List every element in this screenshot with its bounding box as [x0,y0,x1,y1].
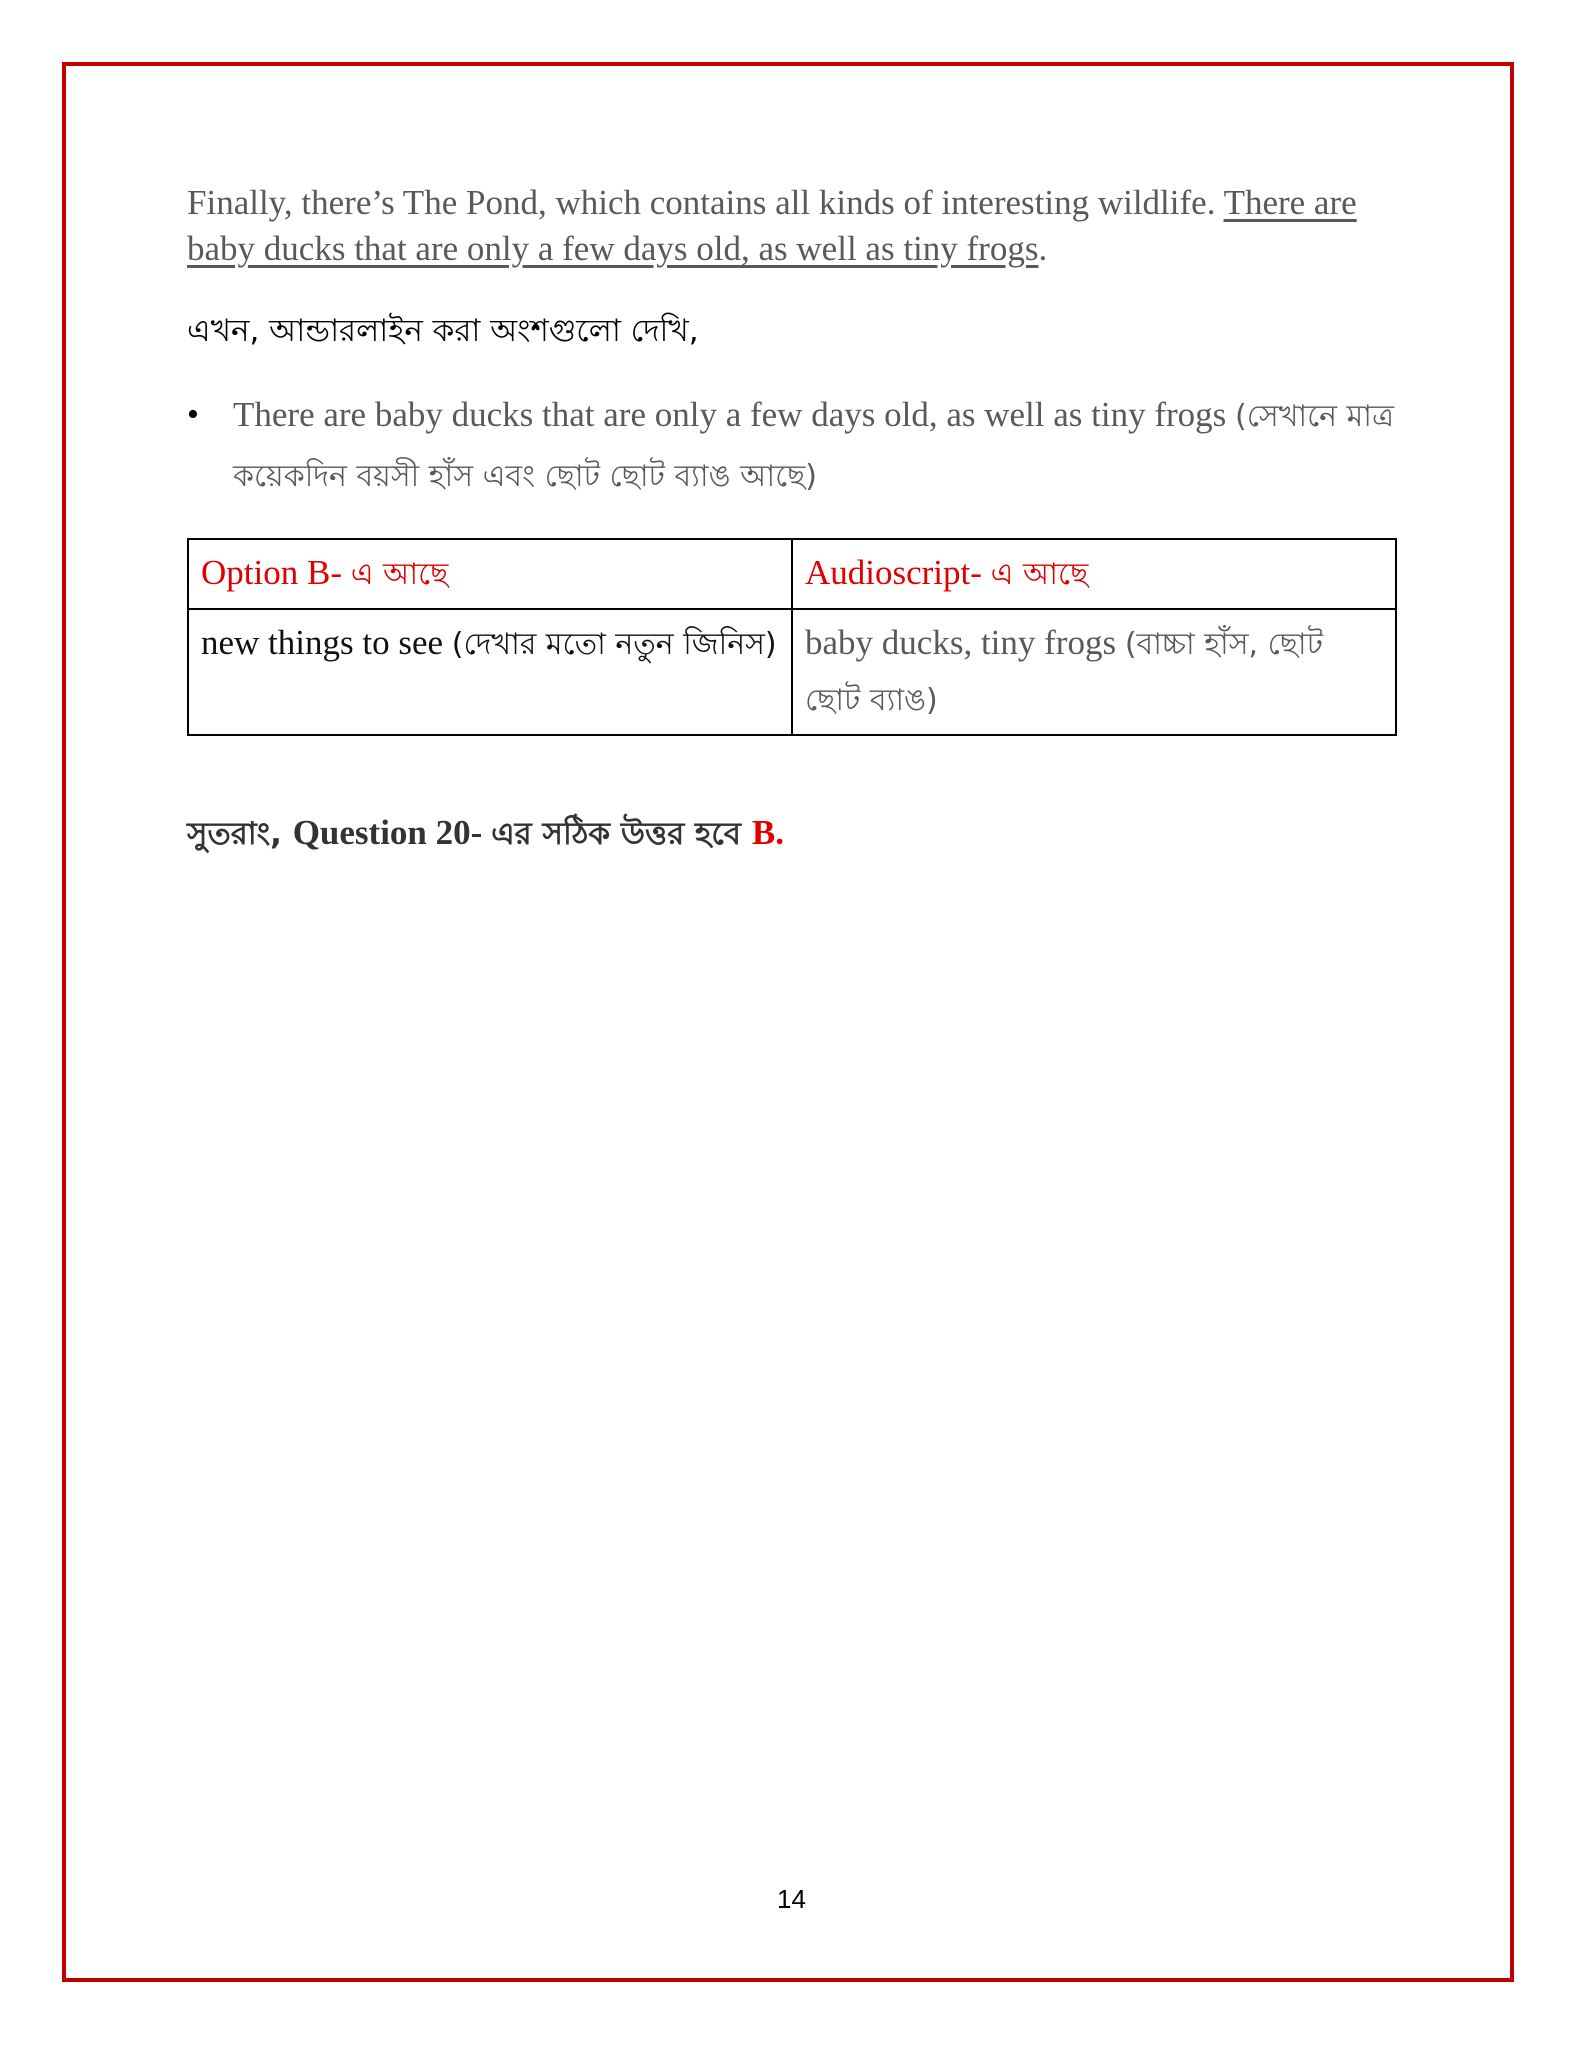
conclusion-middle: এর সঠিক উত্তর হবে [491,816,752,852]
table-row [188,609,1396,735]
bullet-item [187,386,1397,506]
conclusion-prefix: সুতরাং, [187,816,293,852]
header-option-b-bn: এ আছে [350,557,449,592]
header-option-b-en: Option B- [201,553,351,592]
bullet-bangla: (সেখানে মাত্র কয়েকদিন বয়সী হাঁস এবং ছোট ছোট ব্যাঙ আছে) [233,399,1395,494]
paragraph-lead: Finally, there’s The Pond, which contains all kinds of interesting wildlife. [187,183,1224,222]
wildlife-paragraph [187,180,1397,272]
conclusion-question: Question 20- [292,813,492,852]
section-heading: এখন, আন্ডারলাইন করা অংশগুলো দেখি, [187,313,699,349]
page-content [187,180,1397,859]
conclusion-line [187,808,1397,859]
table-header-row [188,539,1396,609]
cell-audioscript [792,609,1396,735]
page-number: 14 [777,1884,806,1914]
header-audioscript [792,539,1396,609]
bullet-english: There are baby ducks that are only a few days old, as well as tiny frogs [233,395,1236,434]
cell-audioscript-en: baby ducks, tiny frogs [805,623,1125,662]
cell-option-b [188,609,792,735]
bullet-icon: • [187,396,199,433]
cell-option-b-en: new things to see [201,623,452,662]
comparison-table [187,538,1397,736]
underlined-sentence: There are baby ducks that are only a few days old, as well as tiny frogs [187,183,1357,268]
bullet-text [233,386,1397,506]
conclusion-answer: B [751,813,776,852]
header-option-b [188,539,792,609]
header-audioscript-en: Audioscript- [805,553,991,592]
conclusion-end: . [775,813,784,852]
header-audioscript-bn: এ আছে [990,557,1089,592]
cell-audioscript-bn: (বাচ্চা হাঁস, ছোট ছোট ব্যাঙ) [805,627,1323,718]
paragraph-end: . [1038,229,1048,268]
cell-option-b-bn: (দেখার মতো নতুন জিনিস) [451,627,777,662]
